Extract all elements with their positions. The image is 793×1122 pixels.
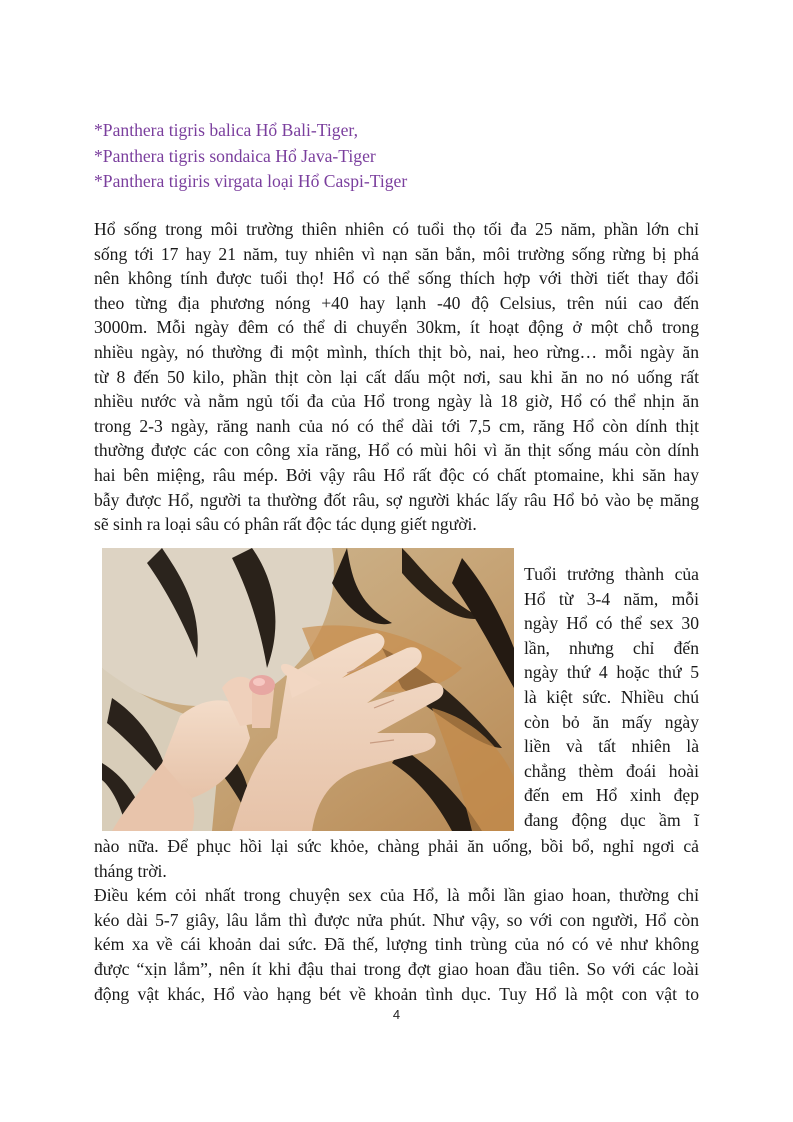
text-line: đến em Hổ xinh đẹp <box>524 785 699 806</box>
text-line: theo từng địa phương nóng +40 hay lạnh -40 độ Celsius, trên núi cao đến <box>94 292 699 313</box>
text-line: liền và tất nhiên là <box>524 736 699 757</box>
text-line: Tuổi trưởng thành của <box>524 564 699 584</box>
text-line: nhiều nước và nằm ngủ tối đa của Hổ trong ngày là 18 giờ, Hổ có thể nhịn ăn <box>94 391 699 412</box>
text-line: từ 8 đến 50 kilo, phần thịt còn lại cất dấu một nơi, sau khi ăn no nó uống rất <box>94 366 699 387</box>
text-line: hai bên miệng, râu mép. Bởi vậy râu Hổ rất độc có chất ptomaine, khi săn hay <box>94 464 699 485</box>
text-line: ngày Hổ có thể sex 30 <box>524 613 699 634</box>
species-line: *Panthera tigiris virgata loại Hổ Caspi-Tiger <box>94 171 408 191</box>
text-line: lần, nhưng chỉ đến <box>524 637 699 658</box>
species-line: *Panthera tigris sondaica Hổ Java-Tiger <box>94 145 376 166</box>
text-line: sống tới 17 hay 21 năm, tuy nhiên vì nạn săn bắn, môi trường sống rừng bị phá <box>94 243 699 264</box>
text-line: kéo dài 5-7 giây, lâu lắm thì được nửa phút. Như vậy, so với con người, Hổ còn <box>94 909 699 930</box>
text-line: sẽ sinh ra loại sâu có phân rất độc tác dụng giết người. <box>94 514 477 535</box>
page-number: 4 <box>392 1007 401 1022</box>
text-line: 3000m. Mỗi ngày đêm có thể di chuyển 30km, ít hoạt động ở một chỗ trong <box>94 317 699 338</box>
text-line: Hổ sống trong môi trường thiên nhiên có tuổi thọ tối đa 25 năm, phần lớn chỉ <box>94 219 699 239</box>
text-line: thường được các con công xỉa răng, Hổ có mùi hôi vì ăn thịt sống máu còn dính <box>94 440 699 461</box>
text-line: ngày thứ 4 hoặc thứ 5 <box>524 662 699 683</box>
text-line: được “xịn lắm”, nên ít khi đậu thai trong đợt giao hoan đầu tiên. So với các loài <box>94 958 699 979</box>
text-line: đang động dục ầm ĩ <box>524 809 699 830</box>
text-line: tháng trời. <box>94 860 167 881</box>
text-line: nào nữa. Để phục hồi lại sức khỏe, chàng phải ăn uống, bồi bổ, nghỉ ngơi cả <box>94 836 699 856</box>
text-line: còn bỏ ăn mấy ngày <box>524 711 699 732</box>
paragraph-lifespan <box>94 217 699 537</box>
text-line: kém xa về cái khoản dai sức. Đã thế, lượng tinh trùng của nó có vẻ như không <box>94 934 699 955</box>
text-line: nhiều ngày, nó thường đi một mình, thích thịt bò, nai, heo rừng… mỗi ngày ăn <box>94 341 699 362</box>
tiger-photo <box>102 548 514 831</box>
paragraph-mating <box>94 834 699 1006</box>
text-line: bẫy được Hổ, người ta thường đốt râu, sợ người khác lấy râu Hổ bỏ vào bẹ măng <box>94 489 699 510</box>
side-text <box>524 562 699 833</box>
text-line: trong 2-3 ngày, răng nanh của nó có thể dài tới 7,5 cm, răng Hổ còn dính thịt <box>94 415 699 436</box>
species-list <box>94 118 407 195</box>
text-line: nên không tính được tuổi thọ! Hổ có thể sống thích hợp với thời tiết thay đổi <box>94 268 699 289</box>
text-line: Hổ từ 3-4 năm, mỗi <box>524 588 699 609</box>
text-line: là kiệt sức. Nhiều chú <box>524 686 699 707</box>
text-line: chẳng thèm đoái hoài <box>524 760 699 781</box>
text-line: động vật khác, Hổ vào hạng bét về khoản tình dục. Tuy Hổ là một con vật to <box>94 983 699 1004</box>
species-line: *Panthera tigris balica Hổ Bali-Tiger, <box>94 120 358 140</box>
text-line: Điều kém cỏi nhất trong chuyện sex của Hổ, là mỗi lần giao hoan, thường chỉ <box>94 885 699 906</box>
